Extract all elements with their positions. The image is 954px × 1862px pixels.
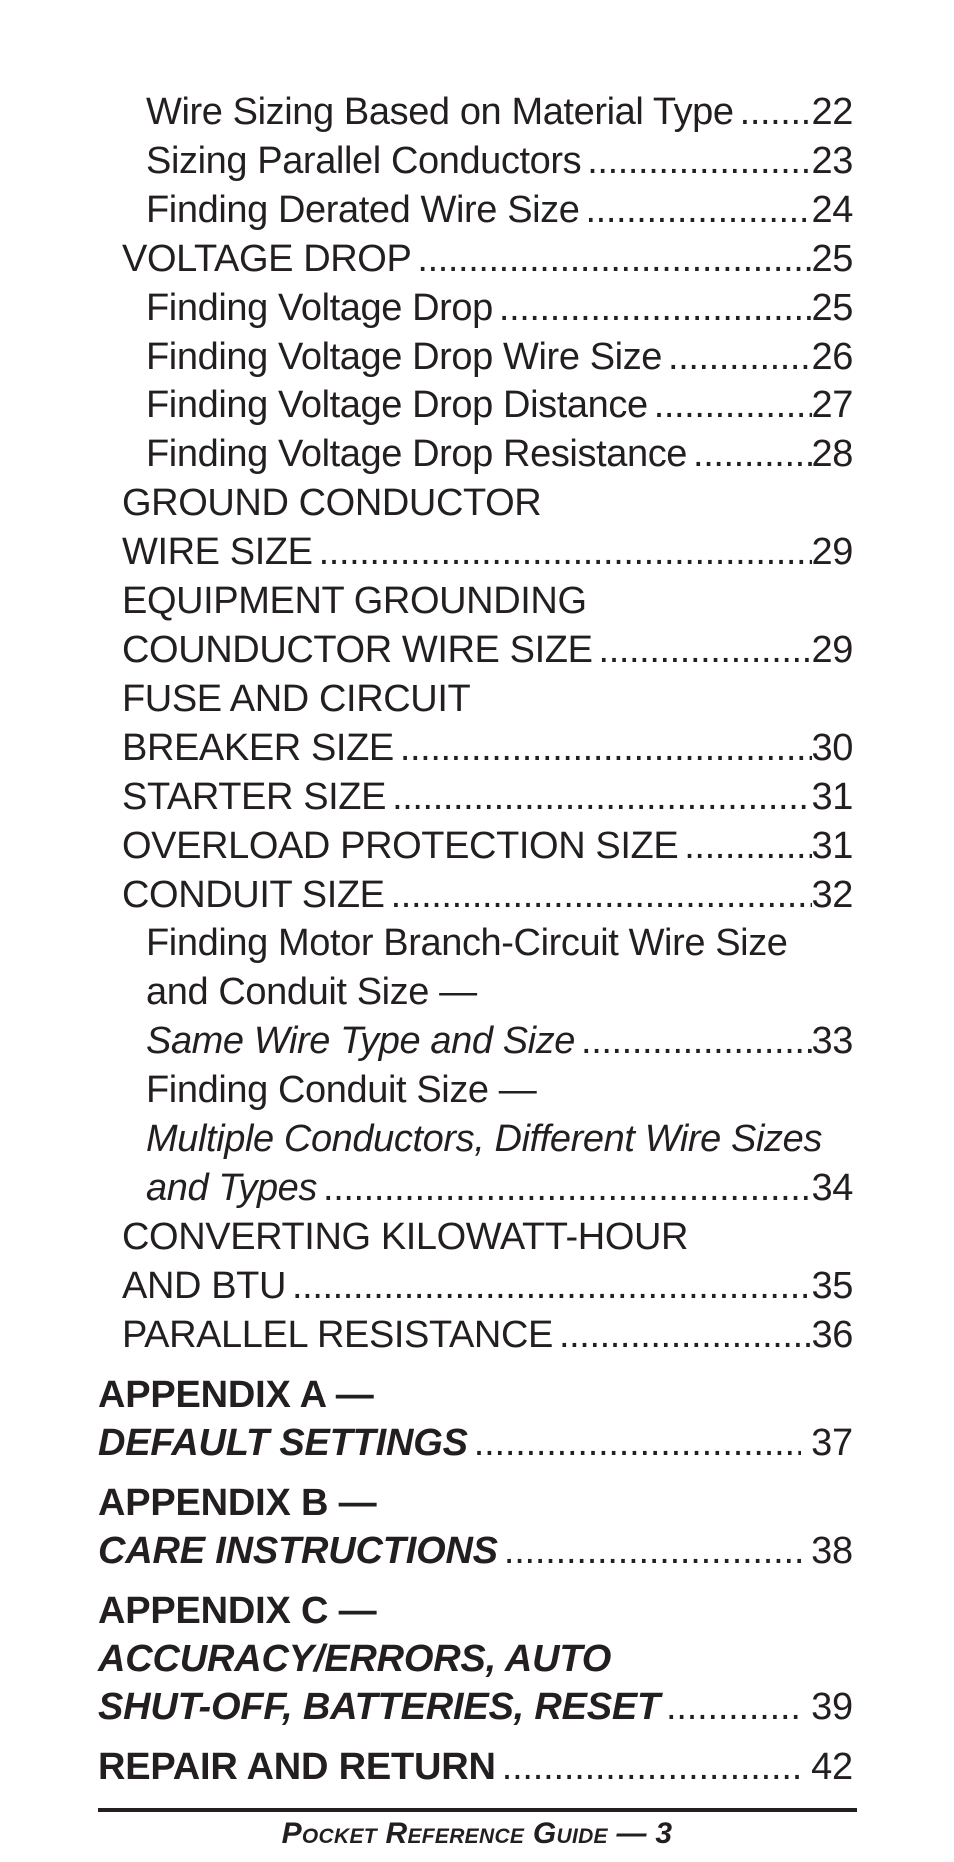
toc-section <box>98 773 853 822</box>
toc-entry-title-line: Finding Motor Branch-Circuit Wire Size <box>146 922 788 965</box>
dot-leader <box>553 1311 812 1360</box>
toc-entry <box>98 381 853 430</box>
toc-entry <box>98 1164 853 1213</box>
toc-page-number: 33 <box>811 1020 853 1063</box>
appendix-entry <box>98 1527 853 1575</box>
toc-entry <box>98 284 853 333</box>
toc-page-number: 24 <box>811 188 853 231</box>
toc-section <box>98 871 853 920</box>
toc-page-number: 30 <box>811 726 853 769</box>
dot-leader <box>386 773 811 822</box>
dot-leader <box>593 626 812 675</box>
dot-leader <box>660 1683 801 1731</box>
toc-page-number: 22 <box>811 91 853 133</box>
toc-entry <box>98 430 853 479</box>
toc-entry-title-line: and Conduit Size — <box>146 971 477 1014</box>
dot-leader <box>687 430 812 479</box>
toc-entry-title: AND BTU <box>122 1264 286 1307</box>
appendix-heading: APPENDIX A — <box>98 1373 374 1416</box>
toc-entry-title-line: CONVERTING KILOWATT-HOUR <box>122 1215 689 1258</box>
toc-section <box>98 1311 853 1360</box>
toc-section <box>98 1262 853 1311</box>
toc-page-number: 29 <box>811 531 853 574</box>
toc-entry-title-line: GROUND CONDUCTOR <box>122 482 542 525</box>
toc-entry-title: Sizing Parallel Conductors <box>146 139 582 182</box>
toc-entry <box>98 137 853 186</box>
toc-page-number: 27 <box>811 384 853 427</box>
dot-leader <box>496 1743 801 1791</box>
toc-entry-title: Finding Voltage Drop Resistance <box>146 433 688 476</box>
toc-section <box>98 626 853 675</box>
toc-entry-title-line: Finding Conduit Size — <box>146 1069 537 1112</box>
dot-leader <box>734 88 812 137</box>
toc-page-number: 28 <box>811 433 853 476</box>
appendix-title: REPAIR AND RETURN <box>98 1745 496 1788</box>
dot-leader <box>394 724 812 773</box>
toc-page-number: 37 <box>811 1421 853 1464</box>
toc-entry-title-line: EQUIPMENT GROUNDING <box>122 580 587 623</box>
appendix-title: DEFAULT SETTINGS <box>98 1421 468 1464</box>
appendix-title: CARE INSTRUCTIONS <box>98 1529 498 1572</box>
toc-entry-title-line: FUSE AND CIRCUIT <box>122 677 471 720</box>
dot-leader <box>498 1527 801 1575</box>
dot-leader <box>662 333 812 382</box>
dot-leader <box>648 381 812 430</box>
dot-leader <box>493 284 812 333</box>
dot-leader <box>575 1017 811 1066</box>
appendix-heading: APPENDIX B — <box>98 1481 377 1524</box>
toc-page-number: 35 <box>811 1264 853 1307</box>
table-of-contents <box>98 88 853 1791</box>
toc-page-number: 25 <box>811 286 853 329</box>
toc-section <box>98 235 853 284</box>
toc-entry-title: Finding Voltage Drop Distance <box>146 384 648 427</box>
dot-leader <box>286 1262 812 1311</box>
toc-entry-title: CONDUIT SIZE <box>122 873 385 916</box>
appendix-title: SHUT-OFF, BATTERIES, RESET <box>98 1685 661 1728</box>
toc-entry <box>98 88 853 137</box>
dot-leader <box>411 235 811 284</box>
toc-entry-title: Same Wire Type and Size <box>146 1020 576 1063</box>
toc-page-number: 31 <box>811 824 853 867</box>
toc-entry-title-line: Multiple Conductors, Different Wire Sizes <box>146 1118 822 1161</box>
toc-page-number: 26 <box>811 335 853 378</box>
dot-leader <box>580 186 812 235</box>
appendix-entry <box>98 1683 853 1731</box>
toc-entry-title: Finding Voltage Drop Wire Size <box>146 335 663 378</box>
dot-leader <box>581 137 811 186</box>
dot-leader <box>678 822 811 871</box>
toc-entry-title: STARTER SIZE <box>122 775 387 818</box>
toc-page-number: 42 <box>811 1745 853 1788</box>
toc-entry <box>98 186 853 235</box>
toc-section <box>98 724 853 773</box>
toc-entry-title: OVERLOAD PROTECTION SIZE <box>122 824 679 867</box>
toc-entry <box>98 1017 853 1066</box>
toc-page-number: 32 <box>811 873 853 916</box>
dot-leader <box>468 1419 801 1467</box>
toc-page-number: 34 <box>811 1166 853 1209</box>
dot-leader <box>313 528 812 577</box>
toc-page-number: 29 <box>811 628 853 671</box>
appendix-entry <box>98 1743 853 1791</box>
appendix-title-line: ACCURACY/ERRORS, AUTO <box>98 1637 612 1680</box>
toc-entry-title: Wire Sizing Based on Material Type <box>146 91 734 133</box>
toc-entry <box>98 333 853 382</box>
toc-page-number: 39 <box>811 1685 853 1728</box>
toc-section <box>98 822 853 871</box>
toc-entry-title: WIRE SIZE <box>122 531 313 574</box>
toc-section <box>98 528 853 577</box>
toc-entry-title: BREAKER SIZE <box>122 726 394 769</box>
toc-page-number: 38 <box>811 1529 853 1572</box>
toc-entry-title: and Types <box>146 1166 318 1209</box>
appendix-heading: APPENDIX C — <box>98 1589 377 1632</box>
page-footer: Pocket Reference Guide — 3 <box>281 1817 673 1850</box>
toc-entry-title: VOLTAGE DROP <box>122 237 412 280</box>
dot-leader <box>385 871 812 920</box>
toc-entry-title: Finding Voltage Drop <box>146 286 493 329</box>
toc-entry-title: Finding Derated Wire Size <box>146 188 580 231</box>
toc-entry-title: PARALLEL RESISTANCE <box>122 1313 553 1356</box>
dot-leader <box>317 1164 812 1213</box>
toc-page-number: 36 <box>811 1313 853 1356</box>
toc-entry-title: COUNDUCTOR WIRE SIZE <box>122 628 593 671</box>
appendix-entry <box>98 1419 853 1467</box>
toc-page-number: 23 <box>811 139 853 182</box>
toc-page-number: 25 <box>811 237 853 280</box>
toc-page-number: 31 <box>811 775 853 818</box>
